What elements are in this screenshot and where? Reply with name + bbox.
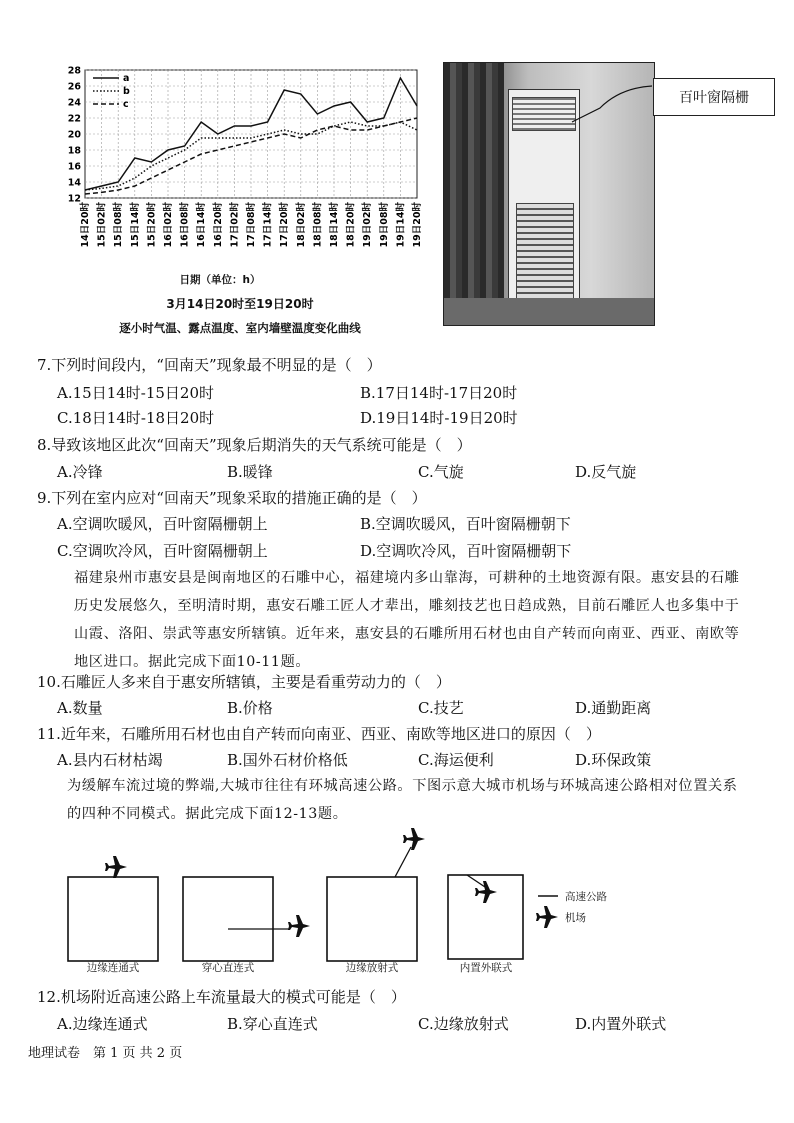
mode1-highway-ring xyxy=(68,877,158,961)
q7-option-c: C.18日14时-18日20时 xyxy=(57,409,215,427)
q8-stem: 8.导致该地区此次“回南天”现象后期消失的天气系统可能是（ ） xyxy=(37,436,472,454)
temperature-chart xyxy=(55,58,435,278)
chart-title: 3月14日20时至19日20时 xyxy=(166,297,314,311)
x-tick-label: 15日08时 xyxy=(113,202,125,248)
y-tick-label: 26 xyxy=(67,81,81,93)
chart-legend xyxy=(93,73,130,110)
x-tick-label: 18日02时 xyxy=(295,201,307,248)
mode2-airport-icon xyxy=(288,915,310,937)
q7-stem: 7.下列时间段内，“回南天”现象最不明显的是（ ） xyxy=(37,356,382,374)
y-tick-label: 14 xyxy=(67,177,81,189)
q10-option-b: B.价格 xyxy=(227,699,273,717)
q12-option-c: C.边缘放射式 xyxy=(418,1015,509,1033)
q8-option-d: D.反气旋 xyxy=(575,463,637,481)
q9-option-c: C.空调吹冷风，百叶窗隔栅朝上 xyxy=(57,542,268,560)
x-tick-label: 15日02时 xyxy=(96,202,108,248)
q12-option-d: D.内置外联式 xyxy=(575,1015,667,1033)
q12-stem: 12.机场附近高速公路上车流量最大的模式可能是（ ） xyxy=(37,988,406,1006)
x-tick-label: 17日08时 xyxy=(246,202,257,248)
x-tick-label: 17日20时 xyxy=(279,202,291,248)
q11-option-b: B.国外石材价格低 xyxy=(227,751,348,769)
q10-option-d: D.通勤距离 xyxy=(575,699,652,717)
legend-airport-icon xyxy=(536,906,558,928)
q11-option-c: C.海运便利 xyxy=(418,751,494,769)
y-tick-label: 18 xyxy=(67,145,81,157)
mode1-airport-icon xyxy=(105,856,127,878)
legend-road-label: 高速公路 xyxy=(565,891,607,903)
x-tick-label: 16日02时 xyxy=(163,202,174,248)
q9-option-b: B.空调吹暖风，百叶窗隔栅朝下 xyxy=(360,515,571,533)
q11-stem: 11.近年来，石雕所用石材也由自产转而向南亚、西亚、南欧等地区进口的原因（ ） xyxy=(37,725,601,743)
q10-option-a: A.数量 xyxy=(57,699,103,717)
mode-label-2: 穿心直连式 xyxy=(201,962,255,974)
x-tick-label: 18日08时 xyxy=(312,202,324,248)
x-tick-label: 15日20时 xyxy=(146,202,158,248)
q12-option-a: A.边缘连通式 xyxy=(57,1015,148,1033)
photo-label-box xyxy=(653,78,775,116)
legend-label-a: a xyxy=(123,73,130,84)
mode4-connector xyxy=(467,875,485,887)
x-tick-label: 19日02时 xyxy=(362,202,374,248)
x-tick-label: 19日20时 xyxy=(412,202,423,248)
q12-option-b: B.穿心直连式 xyxy=(227,1015,318,1033)
x-tick-label: 17日02时 xyxy=(229,202,241,248)
y-tick-label: 20 xyxy=(67,129,81,141)
mode3-connector xyxy=(395,847,411,877)
page-footer: 地理试卷 第 1 页 共 2 页 xyxy=(28,1046,183,1061)
passage-airport-highway: 为缓解车流过境的弊端,大城市往往有环城高速公路。下图示意大城市机场与环城高速公路相对位置关系的四种不同模式。据此完成下面12-13题。 xyxy=(67,778,738,822)
x-tick-label: 16日20时 xyxy=(212,202,224,248)
x-tick-label: 15日14时 xyxy=(129,202,141,248)
y-tick-label: 24 xyxy=(67,97,81,109)
x-tick-label: 14日20时 xyxy=(80,202,91,248)
q11-option-d: D.环保政策 xyxy=(575,751,652,769)
mode2-highway-ring xyxy=(183,877,273,961)
q11-option-a: A.县内石材枯竭 xyxy=(57,751,163,769)
chart-grid xyxy=(85,70,417,198)
q9-option-a: A.空调吹暖风，百叶窗隔栅朝上 xyxy=(57,515,268,533)
legend-label-c: c xyxy=(123,99,129,110)
mode3-airport-icon xyxy=(403,828,425,850)
q9-stem: 9.下列在室内应对“回南天”现象采取的措施正确的是（ ） xyxy=(37,489,427,507)
q8-option-a: A.冷锋 xyxy=(57,463,103,481)
y-tick-label: 12 xyxy=(67,193,81,205)
q7-option-a: A.15日14时-15日20时 xyxy=(57,384,215,402)
x-axis-label: 日期（单位：h） xyxy=(179,274,261,286)
mode-label-4: 内置外联式 xyxy=(459,962,513,974)
x-tick-label: 17日14时 xyxy=(262,202,274,248)
mode4-airport-icon xyxy=(475,881,497,903)
y-tick-label: 16 xyxy=(67,161,81,173)
x-tick-label: 18日14时 xyxy=(329,202,340,248)
x-tick-label: 16日08时 xyxy=(179,202,191,248)
chart-subtitle: 逐小时气温、露点温度、室内墙壁温度变化曲线 xyxy=(119,321,361,335)
photo-pointer-line xyxy=(560,78,660,128)
q7-option-b: B.17日14时-17日20时 xyxy=(360,384,518,402)
x-tick-label: 19日08时 xyxy=(378,202,390,248)
legend-airport-label: 机场 xyxy=(565,912,586,924)
y-tick-label: 28 xyxy=(67,65,81,77)
x-tick-label: 16日14时 xyxy=(196,202,208,248)
passage-stone-carving: 福建泉州市惠安县是闽南地区的石雕中心，福建境内多山靠海，可耕种的土地资源有限。惠安县的石雕历史发展悠久，至明清时期，惠安石雕工匠人才辈出，雕刻技艺也日趋成熟，目前石雕匠人也多集中于山霞、洛阳、崇武等惠安所辖镇。近年来，惠安县的石雕所用石材也由自产转而向南亚、西亚、南欧等地区进口。据此完成下面10-11题。 xyxy=(74,570,740,670)
q8-option-b: B.暖锋 xyxy=(227,463,273,481)
mode-label-1: 边缘连通式 xyxy=(86,962,140,974)
q10-stem: 10.石雕匠人多来自于惠安所辖镇，主要是看重劳动力的（ ） xyxy=(37,673,451,691)
q7-option-d: D.19日14时-19日20时 xyxy=(360,409,518,427)
photo-label: 百叶窗隔栅 xyxy=(679,90,749,106)
x-axis-ticks xyxy=(79,202,423,248)
mode3-highway-ring xyxy=(327,877,417,961)
y-tick-label: 22 xyxy=(67,113,81,125)
q8-option-c: C.气旋 xyxy=(418,463,464,481)
q9-option-d: D.空调吹冷风，百叶窗隔栅朝下 xyxy=(360,542,572,560)
x-tick-label: 19日14时 xyxy=(395,202,407,248)
legend-label-b: b xyxy=(123,86,130,97)
y-axis-ticks xyxy=(68,66,82,205)
q10-option-c: C.技艺 xyxy=(418,699,464,717)
x-tick-label: 18日20时 xyxy=(345,202,357,248)
mode-label-3: 边缘放射式 xyxy=(345,962,399,974)
